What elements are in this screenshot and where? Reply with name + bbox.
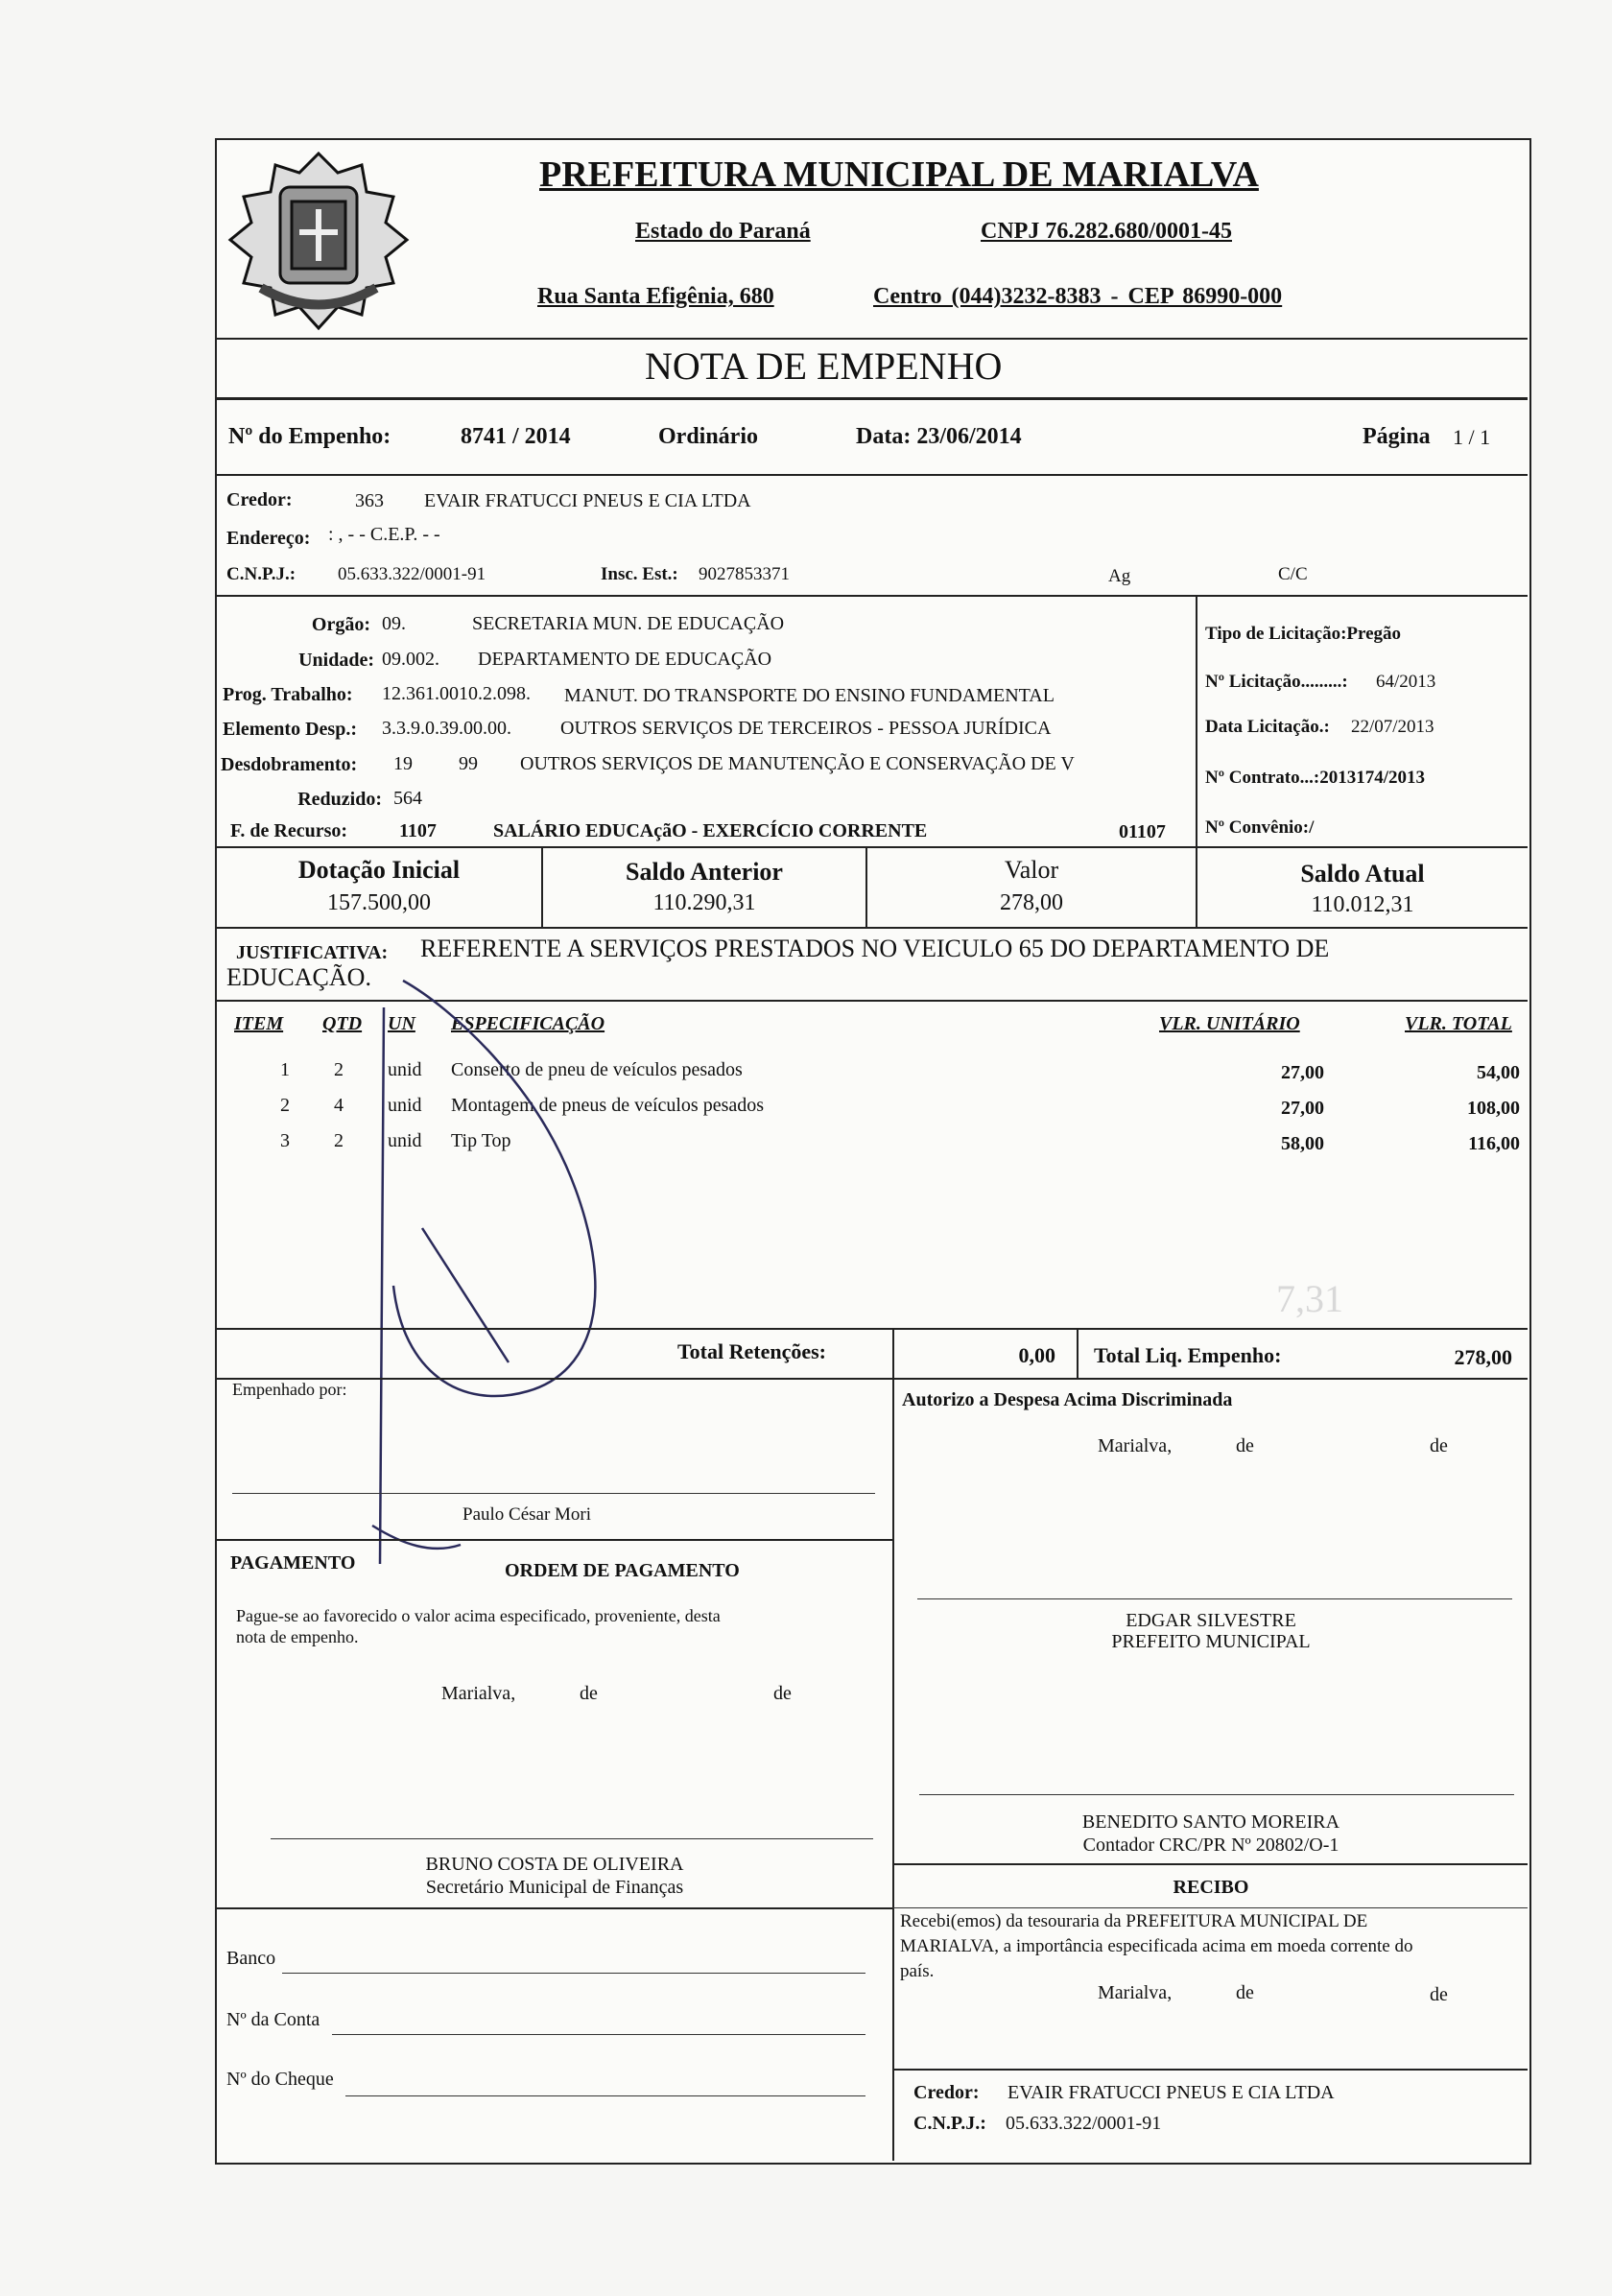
autorizo-place: Marialva, <box>1098 1435 1173 1456</box>
orgao-label: Orgão: <box>311 614 370 635</box>
liq-label: Total Liq. Empenho: <box>1094 1343 1282 1367</box>
recibo-de2: de <box>1430 1984 1448 2005</box>
fonte-code: 1107 <box>399 820 437 841</box>
prog-name: MANUT. DO TRANSPORTE DO ENSINO FUNDAMENTAL <box>564 685 1055 706</box>
secretario-name: BRUNO COSTA DE OLIVEIRA <box>425 1854 684 1875</box>
unidade-name: DEPARTAMENTO DE EDUCAÇÃO <box>478 649 772 670</box>
data-licitacao: 22/07/2013 <box>1351 717 1434 737</box>
fonte-code2: 01107 <box>1119 821 1166 842</box>
item-total: 54,00 <box>1477 1062 1520 1083</box>
doc-title: NOTA DE EMPENHO <box>645 344 1003 388</box>
empenhado-label: Empenhado por: <box>232 1380 347 1399</box>
fonte-label: F. de Recurso: <box>230 820 348 841</box>
secretario-role: Secretário Municipal de Finanças <box>425 1877 684 1898</box>
elem-label: Elemento Desp.: <box>223 719 357 740</box>
footer-cnpj-label: C.N.P.J.: <box>913 2113 986 2134</box>
item-unit: 27,00 <box>1281 1098 1324 1119</box>
credor-cnpj-label: C.N.P.J.: <box>226 564 296 584</box>
saldo-atual-value: 110.012,31 <box>1311 892 1414 917</box>
cheque-label: Nº do Cheque <box>226 2069 334 2090</box>
col-item: ITEM <box>234 1013 284 1034</box>
coat-of-arms-icon <box>223 144 415 336</box>
endereco-label: Endereço: <box>226 528 311 549</box>
elem-code: 3.3.9.0.39.00.00. <box>382 718 511 739</box>
pagamento-de2: de <box>773 1683 792 1704</box>
signature-scribble-icon <box>288 969 691 1564</box>
empenho-type: Ordinário <box>658 424 759 449</box>
prog-code: 12.361.0010.2.098. <box>382 683 531 704</box>
autorizo-de2: de <box>1430 1435 1448 1456</box>
empenho-label: Nº do Empenho: <box>228 424 391 449</box>
liq-value: 278,00 <box>1454 1345 1512 1369</box>
recibo-label: RECIBO <box>1173 1877 1249 1898</box>
valor-label: Valor <box>1004 856 1059 884</box>
item-un: unid <box>388 1130 422 1151</box>
valor-value: 278,00 <box>1000 890 1063 915</box>
recibo-line2: MARIALVA, a importância especificada acima em moeda corrente do <box>900 1936 1413 1956</box>
item-spec: Conserto de pneu de veículos pesados <box>451 1059 743 1080</box>
numero-licitacao-label: Nº Licitação.........: <box>1205 672 1348 692</box>
footer-credor-label: Credor: <box>913 2082 980 2103</box>
prefeitura-title: PREFEITURA MUNICIPAL DE MARIALVA <box>539 154 1259 195</box>
empenho-number: 8741 / 2014 <box>461 424 571 449</box>
insc-value: 9027853371 <box>699 564 790 584</box>
numero-convenio: Nº Convênio:/ <box>1205 817 1315 838</box>
banco-label: Banco <box>226 1948 276 1969</box>
item-unit: 27,00 <box>1281 1062 1324 1083</box>
item-total: 108,00 <box>1467 1098 1520 1119</box>
pagamento-place: Marialva, <box>441 1683 516 1704</box>
empenho-date: Data: 23/06/2014 <box>856 424 1022 449</box>
justificativa-line2: EDUCAÇÃO. <box>226 963 371 991</box>
endereco-value: : , - - C.E.P. - - <box>328 524 440 545</box>
contador-name: BENEDITO SANTO MOREIRA <box>1081 1811 1340 1833</box>
address-rest: Centro (044)3232-8383 - CEP 86990-000 <box>873 284 1283 309</box>
state-name: Estado do Paraná <box>635 219 811 244</box>
credor-code: 363 <box>355 490 384 511</box>
col-unit: VLR. UNITÁRIO <box>1159 1013 1300 1034</box>
insc-label: Insc. Est.: <box>601 564 678 584</box>
reduzido-label: Reduzido: <box>297 789 382 810</box>
recibo-line3: país. <box>900 1961 935 1981</box>
orgao-code: 09. <box>382 613 406 634</box>
handwritten-note: 7,31 <box>1276 1277 1343 1320</box>
retencoes-value: 0,00 <box>1018 1343 1055 1367</box>
recibo-place: Marialva, <box>1098 1982 1173 2003</box>
conta-label: Nº da Conta <box>226 2009 320 2030</box>
street-address: Rua Santa Efigênia, 680 <box>537 284 774 309</box>
empenhado-name: Paulo César Mori <box>462 1504 592 1525</box>
elem-name: OUTROS SERVIÇOS DE TERCEIROS - PESSOA JURÍDICA <box>560 718 1052 739</box>
item-spec: Tip Top <box>451 1130 511 1151</box>
item-spec: Montagem de pneus de veículos pesados <box>451 1095 765 1116</box>
reduzido-code: 564 <box>393 788 422 809</box>
item-un: unid <box>388 1059 422 1080</box>
item-item: 1 <box>280 1059 290 1080</box>
credor-cnpj-value: 05.633.322/0001-91 <box>338 564 486 584</box>
numero-licitacao: 64/2013 <box>1376 672 1436 692</box>
autorizo-de1: de <box>1236 1435 1254 1456</box>
page-label: Página <box>1363 424 1431 449</box>
unidade-code: 09.002. <box>382 649 439 670</box>
justificativa-label: JUSTIFICATIVA: <box>236 942 389 963</box>
pagamento-text1: Pague-se ao favorecido o valor acima especificado, proveniente, desta <box>236 1606 721 1625</box>
item-qtd: 2 <box>334 1130 344 1151</box>
col-qtd: QTD <box>322 1013 363 1034</box>
prefeito-role: PREFEITO MUNICIPAL <box>1111 1631 1311 1652</box>
item-qtd: 4 <box>334 1095 344 1116</box>
ordem-pagamento-label: ORDEM DE PAGAMENTO <box>505 1560 740 1581</box>
dotacao-label: Dotação Inicial <box>297 856 461 884</box>
ag-label: Ag <box>1108 566 1131 586</box>
item-item: 3 <box>280 1130 290 1151</box>
item-total: 116,00 <box>1468 1133 1520 1154</box>
saldo-atual-label: Saldo Atual <box>1300 860 1425 888</box>
tipo-licitacao: Tipo de Licitação:Pregão <box>1205 624 1402 644</box>
saldo-anterior-value: 110.290,31 <box>652 890 756 915</box>
prefeito-name: EDGAR SILVESTRE <box>1126 1610 1296 1631</box>
pagamento-label: PAGAMENTO <box>230 1552 356 1574</box>
autorizo-label: Autorizo a Despesa Acima Discriminada <box>902 1389 1233 1410</box>
desd-label: Desdobramento: <box>221 754 358 775</box>
page-number: 1 / 1 <box>1453 425 1491 449</box>
saldo-anterior-label: Saldo Anterior <box>626 858 783 886</box>
retencoes-label: Total Retenções: <box>677 1339 826 1363</box>
contador-role: Contador CRC/PR Nº 20802/O-1 <box>1082 1834 1339 1856</box>
col-un: UN <box>388 1013 415 1034</box>
col-spec: ESPECIFICAÇÃO <box>451 1013 605 1034</box>
item-unit: 58,00 <box>1281 1133 1324 1154</box>
cc-label: C/C <box>1278 564 1308 584</box>
desd-code2: 99 <box>459 753 478 774</box>
data-licitacao-label: Data Licitação.: <box>1205 717 1330 737</box>
footer-credor-name: EVAIR FRATUCCI PNEUS E CIA LTDA <box>1008 2082 1335 2103</box>
col-total: VLR. TOTAL <box>1405 1013 1512 1034</box>
recibo-de1: de <box>1236 1982 1254 2003</box>
recibo-line1: Recebi(emos) da tesouraria da PREFEITURA MUNICIPAL DE <box>900 1911 1368 1931</box>
prog-label: Prog. Trabalho: <box>223 684 353 705</box>
dotacao-value: 157.500,00 <box>327 890 431 915</box>
item-item: 2 <box>280 1095 290 1116</box>
orgao-name: SECRETARIA MUN. DE EDUCAÇÃO <box>472 613 785 634</box>
fonte-name: SALÁRIO EDUCAçãO - EXERCÍCIO CORRENTE <box>493 820 928 841</box>
prefeitura-cnpj: CNPJ 76.282.680/0001-45 <box>981 219 1232 244</box>
footer-cnpj-value: 05.633.322/0001-91 <box>1006 2113 1162 2134</box>
pagamento-de1: de <box>580 1683 598 1704</box>
pagamento-text2: nota de empenho. <box>236 1627 359 1646</box>
credor-name: EVAIR FRATUCCI PNEUS E CIA LTDA <box>424 490 751 511</box>
numero-contrato: Nº Contrato...:2013174/2013 <box>1205 768 1425 788</box>
item-qtd: 2 <box>334 1059 344 1080</box>
justificativa-line1: REFERENTE A SERVIÇOS PRESTADOS NO VEICULO 65 DO DEPARTAMENTO DE <box>420 935 1330 962</box>
desd-name: OUTROS SERVIÇOS DE MANUTENÇÃO E CONSERVAÇÃO DE V <box>520 753 1075 774</box>
credor-label: Credor: <box>226 489 293 510</box>
item-un: unid <box>388 1095 422 1116</box>
desd-code: 19 <box>393 753 413 774</box>
unidade-label: Unidade: <box>298 650 374 671</box>
